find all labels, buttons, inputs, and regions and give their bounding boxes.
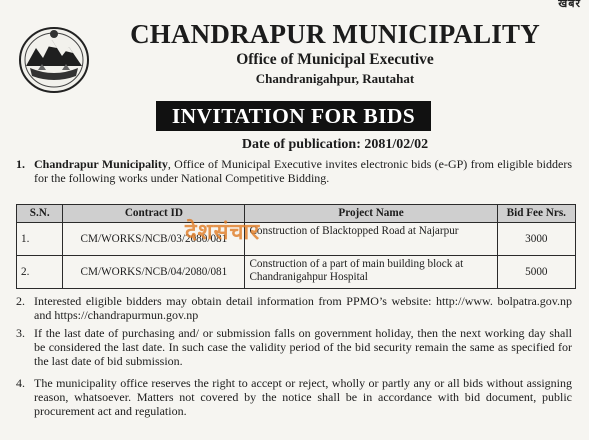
table-header-row (17, 205, 576, 223)
paragraph-4-text: The municipality office reserves the right to accept or reject, wholly or partly any or all bids without assigning reason, whatsoever. Matters not covered by the notice shall be in accordance with bid document, public procurement act and regulation. (34, 376, 572, 418)
table-row (17, 256, 576, 289)
corner-masthead-text: खबर (558, 0, 581, 10)
cell-bid-fee: 3000 (497, 223, 575, 256)
cell-bid-fee: 5000 (497, 256, 575, 289)
cell-contract-id: CM/WORKS/NCB/03/2080/081 (63, 223, 245, 256)
paragraph-2-number: 2. (16, 294, 25, 308)
column-header-sn: S.N. (17, 205, 63, 223)
paragraph-1 (16, 158, 572, 186)
paragraph-2-text: Interested eligible bidders may obtain detail information from PPMO’s website: http://www. bolpatra.gov.np and https://chandrapurmun.gov.np (34, 294, 572, 322)
cell-project-name: Construction of Blacktopped Road at Najarpur (245, 223, 497, 256)
cell-sn: 1. (17, 223, 63, 256)
bids-table (16, 204, 576, 289)
paragraph-4-number: 4. (16, 376, 25, 390)
organization-name: CHANDRAPUR MUNICIPALITY (130, 19, 540, 49)
office-address: Chandranigahpur, Rautahat (255, 71, 415, 86)
paragraph-3-text: If the last date of purchasing and/ or submission falls on government holiday, then the next working day shall be considered the last date. In such case the validity period of the bid security remain the same as specified for the last date of bid submission. (34, 326, 572, 368)
column-header-contract-id: Contract ID (63, 205, 245, 223)
paragraph-3-number: 3. (16, 326, 25, 340)
notice-title-banner: INVITATION FOR BIDS (156, 101, 431, 131)
paragraph-4 (16, 377, 572, 418)
paragraph-1-org: Chandrapur Municipality (34, 157, 168, 171)
paragraph-2 (16, 295, 572, 323)
paragraph-3 (16, 327, 572, 368)
cell-sn: 2. (17, 256, 63, 289)
column-header-project-name: Project Name (245, 205, 497, 223)
office-name: Office of Municipal Executive (236, 51, 434, 68)
watermark-text: देशसंचार (185, 220, 261, 245)
table-row (17, 223, 576, 256)
paragraph-1-text: , Office of Municipal Executive invites electronic bids (e-GP) from eligible bidders for the following works under National Competitive Bidding. (34, 157, 572, 185)
paragraph-1-number: 1. (16, 157, 25, 171)
column-header-bid-fee: Bid Fee Nrs. (497, 205, 575, 223)
publication-date: Date of publication: 2081/02/02 (241, 137, 429, 152)
paragraph-1-body (34, 158, 572, 186)
cell-contract-id: CM/WORKS/NCB/04/2080/081 (63, 256, 245, 289)
cell-project-name: Construction of a part of main building block at Chandranigahpur Hospital (245, 256, 497, 289)
nepal-municipality-emblem-icon (16, 20, 92, 96)
